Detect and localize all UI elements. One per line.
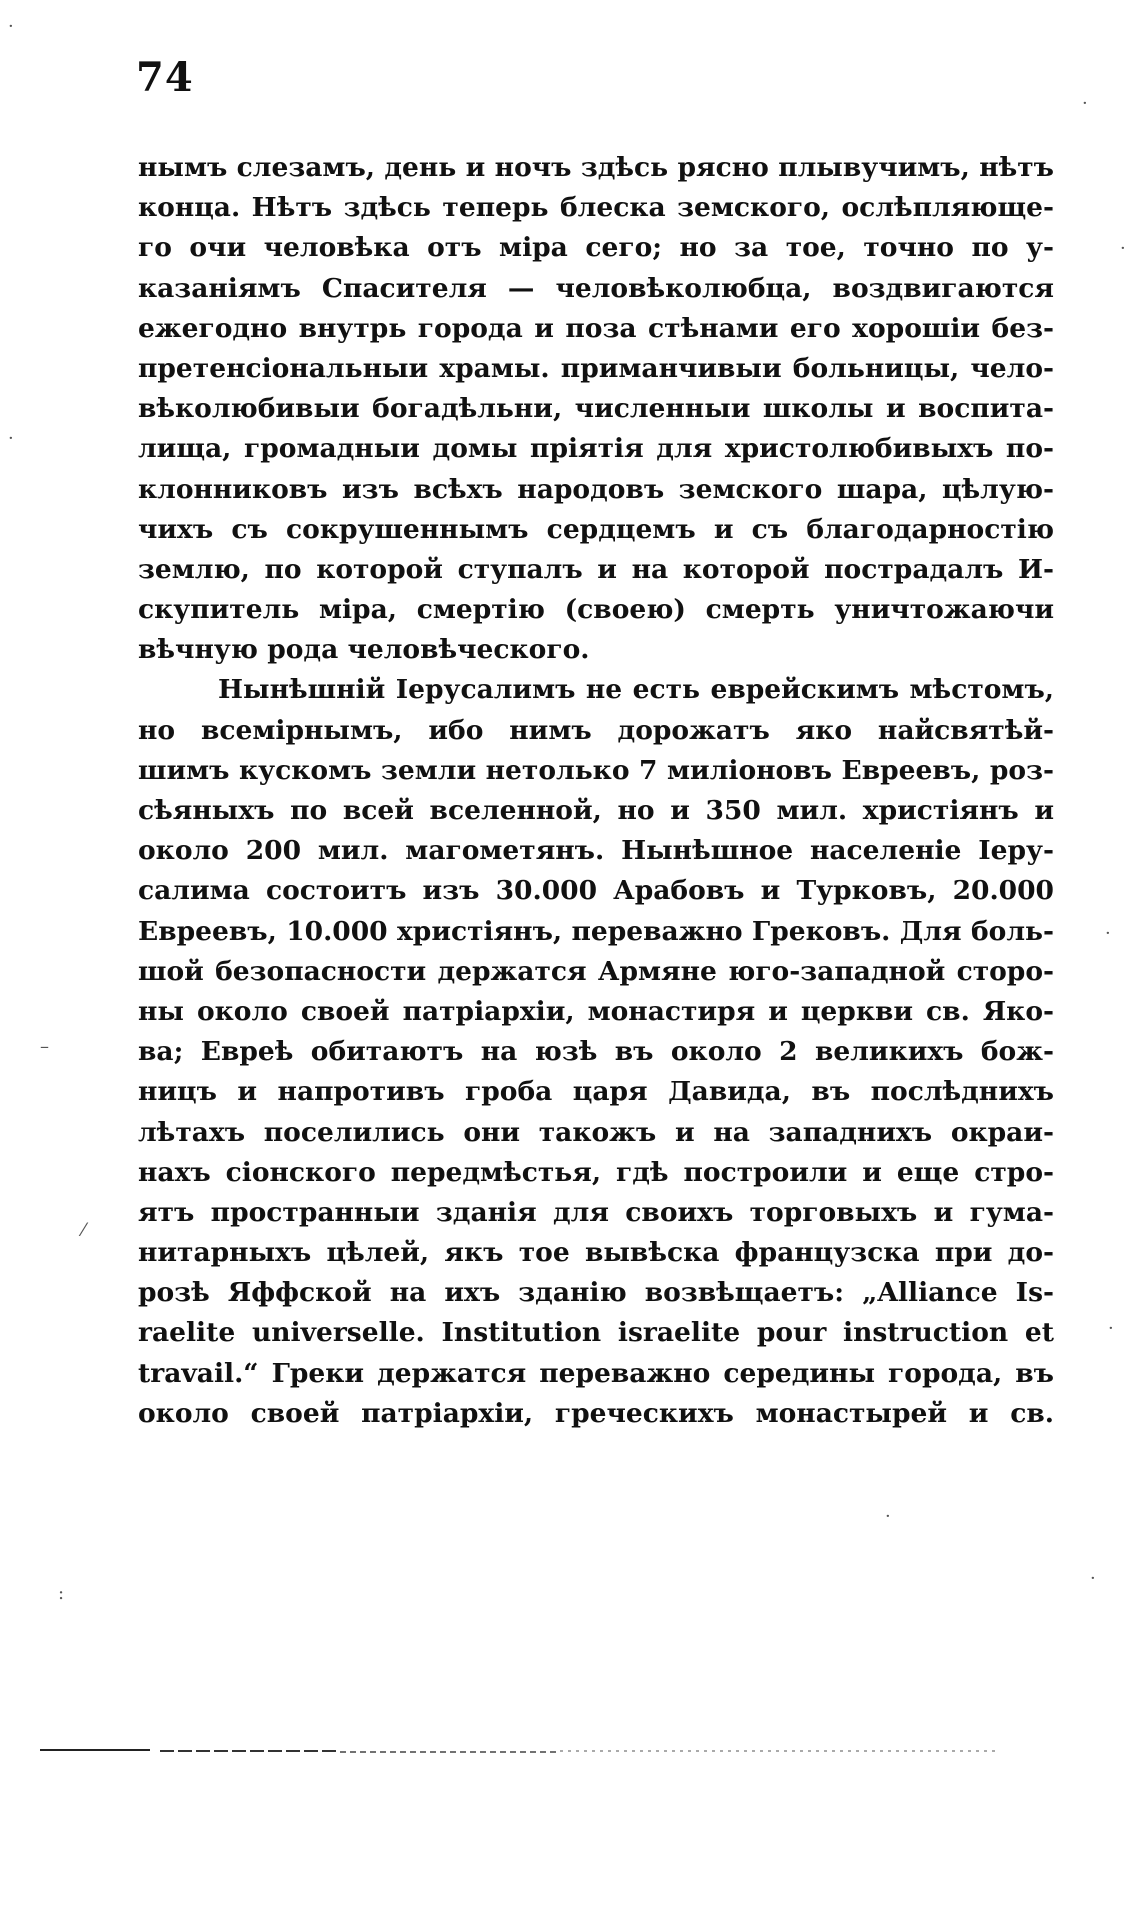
- text-line: шой безопасности держатся Армяне юго-западной сторо-: [138, 955, 1054, 987]
- text-line: Нынѣшній Іерусалимъ не есть еврейскимъ мѣстомъ,: [218, 674, 1054, 706]
- text-line: но всемірнымъ, ибо нимъ дорожатъ яко найсвятѣй-: [138, 714, 1054, 746]
- text-line: нахъ сіонского передмѣстья, гдѣ построили и еще стро-: [138, 1156, 1054, 1188]
- text-line: сѣяныхъ по всей вселенной, но и 350 мил. христіянъ и: [138, 795, 1054, 826]
- scan-speck: ·: [8, 428, 14, 449]
- text-line: travail.“ Греки держатся переважно середины города, въ: [138, 1357, 1054, 1389]
- text-line: ва; Евреѣ обитаютъ на юзѣ въ около 2 великихъ бож-: [138, 1036, 1054, 1068]
- scan-speck: ·: [1120, 238, 1126, 259]
- body-text: [138, 148, 1054, 1434]
- text-line: казаніямъ Спасителя — человѣколюбца, воздвигаются: [138, 272, 1054, 304]
- scan-speck: ·: [1105, 923, 1111, 944]
- text-line: нымъ слезамъ, день и ночъ здѣсь рясно плывучимъ, нѣтъ: [138, 152, 1054, 183]
- scan-speck: ·: [8, 16, 14, 37]
- scan-speck: :: [58, 1583, 65, 1604]
- text-line: салима состоитъ изъ 30.000 Арабовъ и Турковъ, 20.000: [138, 875, 1054, 907]
- text-line: го очи человѣка отъ міра сего; но за тое, точно по у-: [138, 232, 1054, 264]
- text-line: ны около своей патріархіи, монастиря и церкви св. Яко-: [138, 995, 1054, 1027]
- text-line: ницъ и напротивъ гроба царя Давида, въ послѣднихъ: [138, 1076, 1054, 1108]
- text-line: розѣ Яффской на ихъ зданію возвѣщаетъ: „Alliance Is-: [138, 1277, 1054, 1309]
- text-line: скупитель міра, смертію (своею) смерть уничтожаючи: [138, 594, 1054, 626]
- text-line: ежегодно внутрь города и поза стѣнами его хорошіи без-: [138, 312, 1054, 344]
- text-line: около своей патріархіи, греческихъ монастырей и св.: [138, 1397, 1054, 1429]
- scan-speck: ·: [885, 1506, 891, 1527]
- bottom-rule: [40, 1740, 1000, 1764]
- text-line: клонниковъ изъ всѣхъ народовъ земского шара, цѣлую-: [138, 473, 1054, 505]
- scan-speck: ·: [1090, 1568, 1096, 1589]
- text-line: шимъ кускомъ земли нетолько 7 миліоновъ Евреевъ, роз-: [138, 754, 1054, 786]
- text-line: вѣколюбивыи богадѣльни, численныи школы и воспита-: [138, 393, 1054, 425]
- text-line: землю, по которой ступалъ и на которой пострадалъ И-: [138, 553, 1054, 585]
- text-line: вѣчную рода человѣческого.: [138, 634, 590, 666]
- text-line: около 200 мил. магометянъ. Нынѣшное населеніе Іеру-: [138, 835, 1054, 867]
- scan-speck: ·: [1108, 1318, 1114, 1339]
- text-line: raelite universelle. Institution israelite pour instruction et: [138, 1317, 1054, 1349]
- page-number: 74: [136, 54, 194, 101]
- scan-speck: ·: [1082, 93, 1088, 114]
- scan-speck: ⁄: [82, 1220, 86, 1241]
- text-line: конца. Нѣтъ здѣсь теперь блеска земского, ослѣпляюще-: [138, 192, 1054, 224]
- text-line: Евреевъ, 10.000 христіянъ, переважно Грековъ. Для боль-: [138, 915, 1054, 947]
- text-line: лѣтахъ поселились они такожъ и на западнихъ окраи-: [138, 1116, 1054, 1148]
- text-line: лища, громадныи домы пріятія для христолюбивыхъ по-: [138, 433, 1054, 465]
- text-line: нитарныхъ цѣлей, якъ тое вывѣска французска при до-: [138, 1237, 1054, 1269]
- scan-speck: –: [40, 1036, 49, 1057]
- text-line: ятъ пространныи зданія для своихъ торговыхъ и гума-: [138, 1196, 1054, 1228]
- text-line: чихъ съ сокрушеннымъ сердцемъ и съ благодарностію: [138, 513, 1054, 545]
- text-line: претенсіональныи храмы. приманчивыи больницы, чело-: [138, 352, 1054, 384]
